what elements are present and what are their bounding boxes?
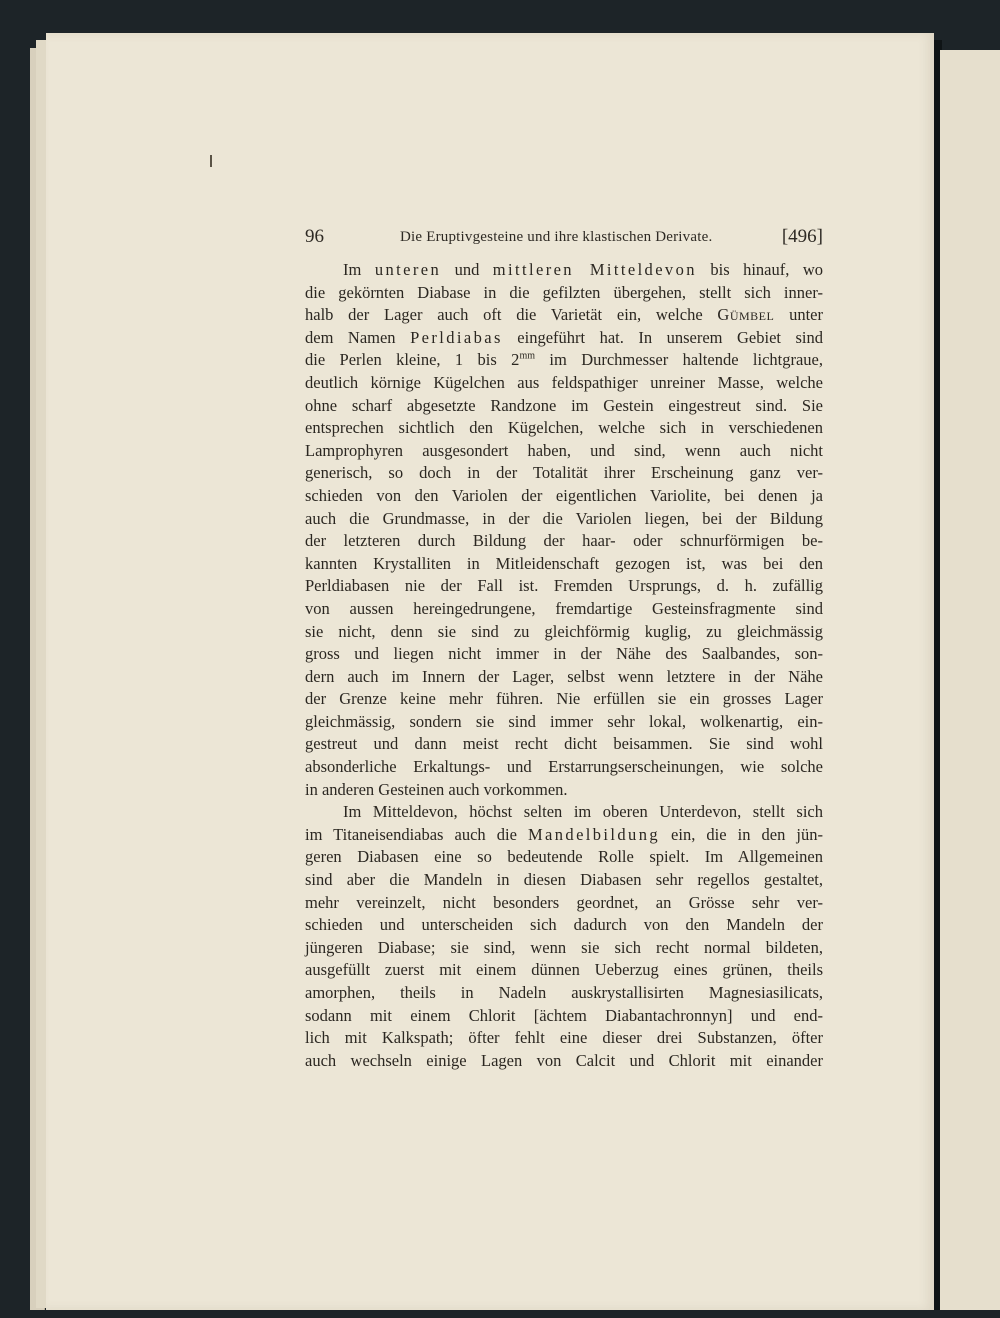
spaced-term: Perldiabas <box>410 327 503 347</box>
page-number: 96 <box>305 226 324 247</box>
text-line: Im Mitteldevon, höchst selten im oberen Unterdevon, stellt sich <box>343 802 823 822</box>
text-line: die gekörnten Diabase in die gefilzten übergehen, stellt sich inner- <box>305 282 823 302</box>
text-line: amorphen, theils in Nadeln auskrystallisirten Magnesiasilicats, <box>305 983 823 1002</box>
author-name: Gümbel <box>717 305 775 325</box>
text-line: sind aber die Mandeln in diesen Diabasen sehr regellos gestaltet, <box>305 870 823 890</box>
text-line <box>305 304 823 327</box>
text-span: im Durchmesser haltende lichtgraue, <box>535 350 823 370</box>
text-line: der Grenze keine mehr führen. Nie erfüllen sie ein grosses Lager <box>305 689 823 709</box>
text-span: eingeführt hat. In unserem Gebiet sind <box>502 327 824 347</box>
text-line: Perldiabasen nie der Fall ist. Fremden Ursprungs, d. h. zufällig <box>305 576 823 596</box>
text-line: generisch, so doch in der Totalität ihrer Erscheinung ganz ver- <box>305 463 823 483</box>
text-line: sie nicht, denn sie sind zu gleichförmig kuglig, zu gleichmässig <box>305 621 823 641</box>
text-line: mehr vereinzelt, nicht besonders geordnet, an Grösse sehr ver- <box>305 892 823 912</box>
text-line: gross und liegen nicht immer in der Nähe des Saalbandes, son- <box>305 644 823 664</box>
text-line: deutlich körnige Kügelchen aus feldspathiger unreiner Masse, welche <box>305 372 823 392</box>
text-line: jüngeren Diabase; sie sind, wenn sie sich recht normal bildeten, <box>305 937 823 957</box>
text-line <box>305 327 823 350</box>
unit-superscript: mm <box>519 350 535 362</box>
text-line: gestreut und dann meist recht dicht beisammen. Sie sind wohl <box>305 734 823 754</box>
spaced-term: mittleren Mitteldevon <box>492 260 697 279</box>
text-line: auch wechseln einige Lagen von Calcit und Chlorit mit einander <box>305 1050 823 1070</box>
text-line: entsprechen sichtlich den Kügelchen, welche sich in verschiedenen <box>305 418 823 438</box>
text-line <box>305 349 823 372</box>
text-span: dem Namen <box>305 327 411 347</box>
text-line: lich mit Kalkspath; öfter fehlt eine dieser drei Substanzen, öfter <box>305 1028 823 1048</box>
text-span: halb der Lager auch oft die Varietät ein, welche <box>305 305 718 325</box>
text-line: von aussen hereingedrungene, fremdartige Gesteinsfragmente sind <box>305 598 823 618</box>
spaced-term: unteren <box>374 260 442 279</box>
facing-page-edge <box>940 50 1000 1310</box>
text-span: und <box>441 260 493 279</box>
text-line: geren Diabasen eine so bedeutende Rolle spielt. Im Allgemeinen <box>305 847 823 867</box>
text-line: sodann mit einem Chlorit [ächtem Diabantachronnyn] und end- <box>305 1005 823 1025</box>
page-reference: [496] <box>781 226 823 247</box>
body-text <box>305 259 823 1072</box>
text-line: ausgefüllt zuerst mit einem dünnen Ueberzug eines grünen, theils <box>305 960 823 980</box>
text-span: die Perlen kleine, 1 bis 2 <box>305 350 520 370</box>
text-line: kannten Krystalliten in Mitleidenschaft gezogen ist, was bei den <box>305 553 823 573</box>
text-line: in anderen Gesteinen auch vorkommen. <box>305 779 568 799</box>
text-line: schieden von den Variolen der eigentlichen Variolite, bei denen ja <box>305 485 823 505</box>
text-span: bis hinauf, wo <box>696 260 824 279</box>
running-title: Die Eruptivgesteine und ihre klastischen Derivate. <box>400 229 713 245</box>
text-span: unter <box>774 305 824 325</box>
text-line: gleichmässig, sondern sie sind immer sehr lokal, wolkenartig, ein- <box>305 711 823 731</box>
text-line: ohne scharf abgesetzte Randzone im Gestein eingestreut sind. Sie <box>305 395 823 415</box>
page-blemish <box>210 155 212 167</box>
text-span: ein, die in den jün- <box>660 824 823 844</box>
text-line: der letzteren durch Bildung der haar- oder schnurförmigen be- <box>305 531 823 551</box>
text-line: auch die Grundmasse, in der die Variolen liegen, bei der Bildung <box>305 508 823 528</box>
text-span: Im <box>343 260 375 279</box>
text-span: im Titaneisendiabas auch die <box>305 824 528 844</box>
text-line: schieden und unterscheiden sich dadurch von den Mandeln der <box>305 915 823 935</box>
text-line: absonderliche Erkaltungs- und Erstarrungserscheinungen, wie solche <box>305 757 823 777</box>
running-header <box>305 226 823 250</box>
spaced-term: Mandelbildung <box>527 824 660 844</box>
text-line <box>305 824 823 847</box>
text-line: dern auch im Innern der Lager, selbst wenn letztere in der Nähe <box>305 666 823 686</box>
text-line: Lamprophyren ausgesondert haben, und sind, wenn auch nicht <box>305 440 823 460</box>
text-line <box>305 259 823 282</box>
